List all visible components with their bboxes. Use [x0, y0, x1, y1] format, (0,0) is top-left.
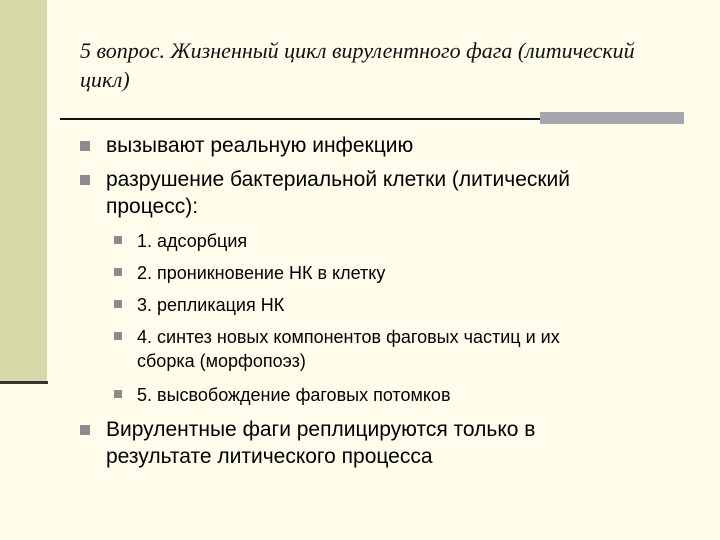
bullet-square-icon: [80, 141, 90, 151]
title-text: Жизненный цикл вирулентного фага (литический цикл): [80, 38, 635, 92]
sub-bullet-square-icon: [114, 390, 122, 398]
sub-bullet-square-icon: [114, 332, 122, 340]
bullet-item: вызывают реальную инфекцию: [106, 134, 414, 157]
sub-bullet-square-icon: [114, 236, 122, 244]
sub-bullet-item: 1. адсорбция: [137, 231, 248, 251]
sub-bullet-square-icon: [114, 268, 122, 276]
title-prefix: 5 вопрос.: [80, 38, 166, 63]
sub-bullet-square-icon: [114, 300, 122, 308]
bullet-square-icon: [80, 175, 90, 185]
sub-bullet-item-line1: 4. синтез новых компонентов фаговых частиц и их: [137, 327, 560, 347]
sub-bullet-item: 3. репликация НК: [137, 295, 285, 315]
bullet-item-line2: процесс):: [106, 195, 199, 218]
bullet-square-icon: [80, 425, 90, 435]
sub-bullet-item: 5. высвобождение фаговых потомков: [137, 385, 451, 405]
sub-bullet-item-line2: сборка (морфопоэз): [137, 351, 306, 371]
bullet-item-line1: разрушение бактериальной клетки (литический: [106, 168, 571, 191]
bullet-item-line2: результате литического процесса: [106, 445, 433, 468]
sub-bullet-item: 2. проникновение НК в клетку: [137, 263, 386, 283]
bullet-item-line1: Вирулентные фаги реплицируются только в: [106, 418, 536, 441]
